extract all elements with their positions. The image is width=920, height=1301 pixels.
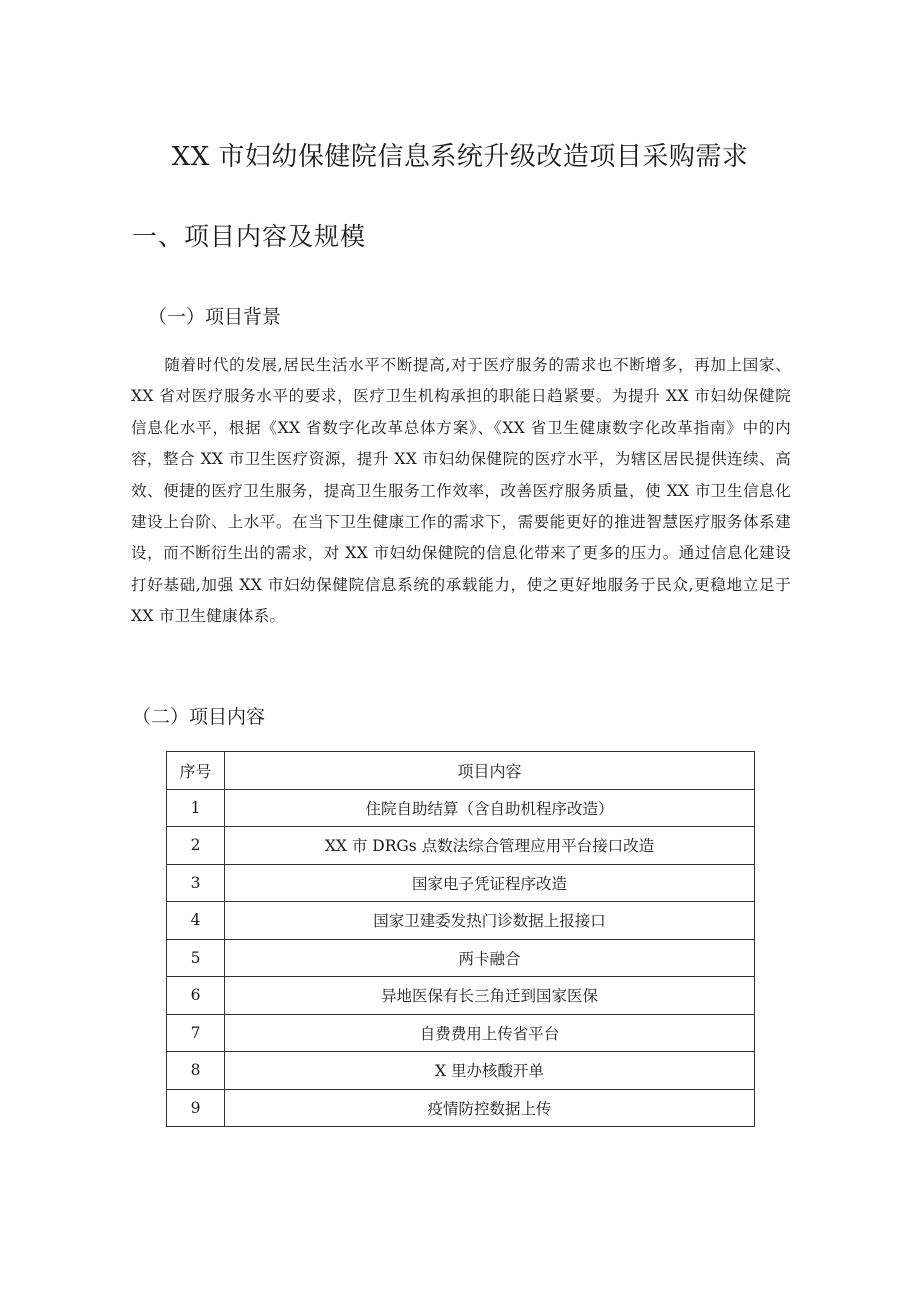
row-serial-no: 7: [167, 1014, 225, 1052]
background-paragraph: 随着时代的发展,居民生活水平不断提高,对于医疗服务的需求也不断增多，再加上国家、XX 省对医疗服务水平的要求，医疗卫生机构承担的职能日趋紧要。为提升 XX 市妇幼保健院信息化水平，根据《XX 省数字化改革总体方案》、《XX 省卫生健康数字化改革指南》中的内容，整合 XX 市卫生医疗资源，提升 XX 市妇幼保健院的医疗水平，为辖区居民提供连续、高效、便捷的医疗卫生服务，提高卫生服务工作效率，改善医疗服务质量，使 XX 市卫生信息化建设上台阶、上水平。在当下卫生健康工作的需求下，需要能更好的推进智慧医疗服务体系建设，而不断衍生出的需求，对 XX 市妇幼保健院的信息化带来了更多的压力。通过信息化建设打好基础,加强 XX 市妇幼保健院信息系统的承载能力，使之更好地服务于民众,更稳地立足于 XX 市卫生健康体系。: [131, 356, 791, 626]
table-row: [167, 977, 755, 1015]
header-serial-no: 序号: [167, 752, 225, 790]
section-heading-project-scope: 一、项目内容及规模: [132, 222, 367, 251]
table-row: [167, 789, 755, 827]
table-row: [167, 1089, 755, 1127]
table-row: [167, 902, 755, 940]
row-serial-no: 6: [167, 977, 225, 1015]
row-serial-no: 3: [167, 864, 225, 902]
row-serial-no: 4: [167, 902, 225, 940]
row-serial-no: 9: [167, 1089, 225, 1127]
row-serial-no: 8: [167, 1052, 225, 1090]
table-row: [167, 827, 755, 865]
table-row: [167, 864, 755, 902]
row-content: X 里办核酸开单: [225, 1052, 755, 1090]
project-content-table: [166, 751, 755, 1127]
row-serial-no: 5: [167, 939, 225, 977]
row-content: 两卡融合: [225, 939, 755, 977]
table-row: [167, 939, 755, 977]
subheading-project-background: （一）项目背景: [148, 306, 282, 328]
document-title: XX 市妇幼保健院信息系统升级改造项目采购需求: [171, 142, 749, 172]
row-content: 疫情防控数据上传: [225, 1089, 755, 1127]
header-project-content: 项目内容: [225, 752, 755, 790]
table-row: [167, 1014, 755, 1052]
table-row: [167, 1052, 755, 1090]
row-content: 国家卫建委发热门诊数据上报接口: [225, 902, 755, 940]
row-serial-no: 2: [167, 827, 225, 865]
row-serial-no: 1: [167, 789, 225, 827]
subheading-project-content: （二）项目内容: [132, 706, 266, 728]
table-header-row: [167, 752, 755, 790]
row-content: 国家电子凭证程序改造: [225, 864, 755, 902]
row-content: 自费费用上传省平台: [225, 1014, 755, 1052]
row-content: 住院自助结算（含自助机程序改造）: [225, 789, 755, 827]
row-content: 异地医保有长三角迁到国家医保: [225, 977, 755, 1015]
row-content: XX 市 DRGs 点数法综合管理应用平台接口改造: [225, 827, 755, 865]
